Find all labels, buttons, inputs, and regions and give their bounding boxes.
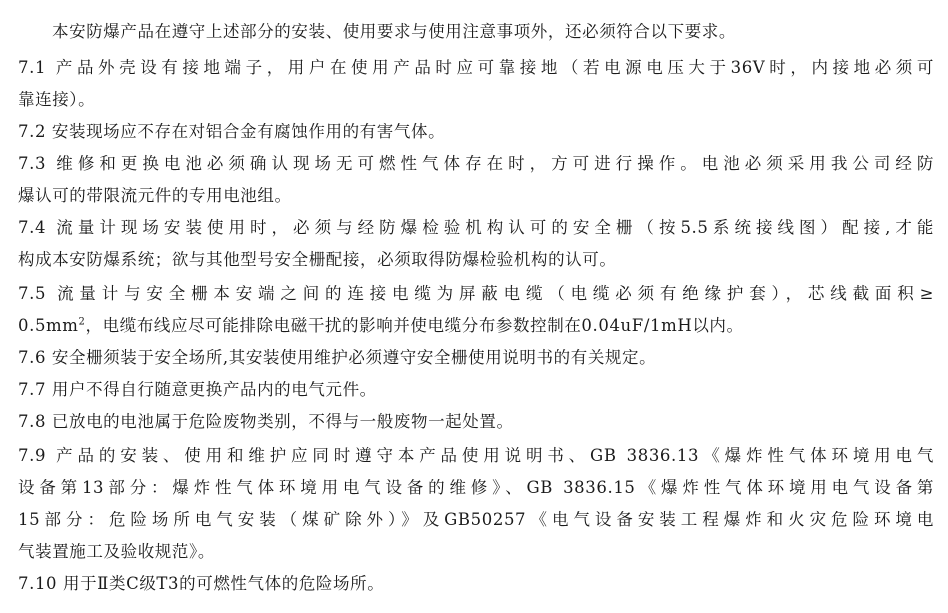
item-7-5-line-2-rest: ，电缆布线应尽可能排除电磁干扰的影响并使电缆分布参数控制在0.04uF/1mH以内。: [85, 316, 744, 335]
item-7-5-unit: 0.5mm: [18, 316, 79, 335]
item-7-9-line-1: 7.9 产品的安装、使用和维护应同时遵守本产品使用说明书、GB 3836.13《爆炸性气体环境用电气: [18, 446, 934, 465]
item-7-9-line-4: 气装置施工及验收规范》。: [18, 542, 215, 561]
item-7-3-line-1: 7.3 维修和更换电池必须确认现场无可燃性气体存在时，方可进行操作。电池必须采用我公司经防: [18, 154, 934, 173]
item-7-4-line-2: 构成本安防爆系统；欲与其他型号安全栅配接，必须取得防爆检验机构的认可。: [18, 250, 617, 269]
item-7-7-line-1: 7.7 用户不得自行随意更换产品内的电气元件。: [18, 380, 377, 399]
item-7-1-line-2: 靠连接）。: [18, 90, 96, 109]
item-7-4-line-1: 7.4 流量计现场安装使用时，必须与经防爆检验机构认可的安全栅（按5.5系统接线图）配接,才能: [18, 218, 934, 237]
item-7-10-line-1: 7.10 用于Ⅱ类C级T3的可燃性气体的危险场所。: [18, 574, 385, 593]
intro-paragraph: 本安防爆产品在遵守上述部分的安装、使用要求与使用注意事项外，还必须符合以下要求。: [52, 22, 736, 41]
item-7-6-line-1: 7.6 安全栅须装于安全场所,其安装使用维护必须遵守安全栅使用说明书的有关规定。: [18, 348, 657, 367]
item-7-1-line-1: 7.1 产品外壳设有接地端子，用户在使用产品时应可靠接地（若电源电压大于36V时，内接地必须可: [18, 58, 934, 77]
item-7-5-line-1: 7.5 流量计与安全栅本安端之间的连接电缆为屏蔽电缆（电缆必须有绝缘护套），芯线截面积≥: [18, 284, 934, 303]
item-7-9-line-3: 15部分：危险场所电气安装（煤矿除外）》及GB50257《电气设备安装工程爆炸和火灾危险环境电: [18, 510, 934, 529]
item-7-5-superscript: 2: [78, 316, 86, 328]
item-7-2-line-1: 7.2 安装现场应不存在对铝合金有腐蚀作用的有害气体。: [18, 122, 446, 141]
item-7-3-line-2: 爆认可的带限流元件的专用电池组。: [18, 186, 292, 205]
item-7-5-line-2: [18, 310, 934, 342]
item-7-8-line-1: 7.8 已放电的电池属于危险废物类别，不得与一般废物一起处置。: [18, 412, 514, 431]
item-7-9-line-2: 设备第13部分：爆炸性气体环境用电气设备的维修》、GB 3836.15《爆炸性气体环境用电气设备第: [18, 478, 934, 497]
